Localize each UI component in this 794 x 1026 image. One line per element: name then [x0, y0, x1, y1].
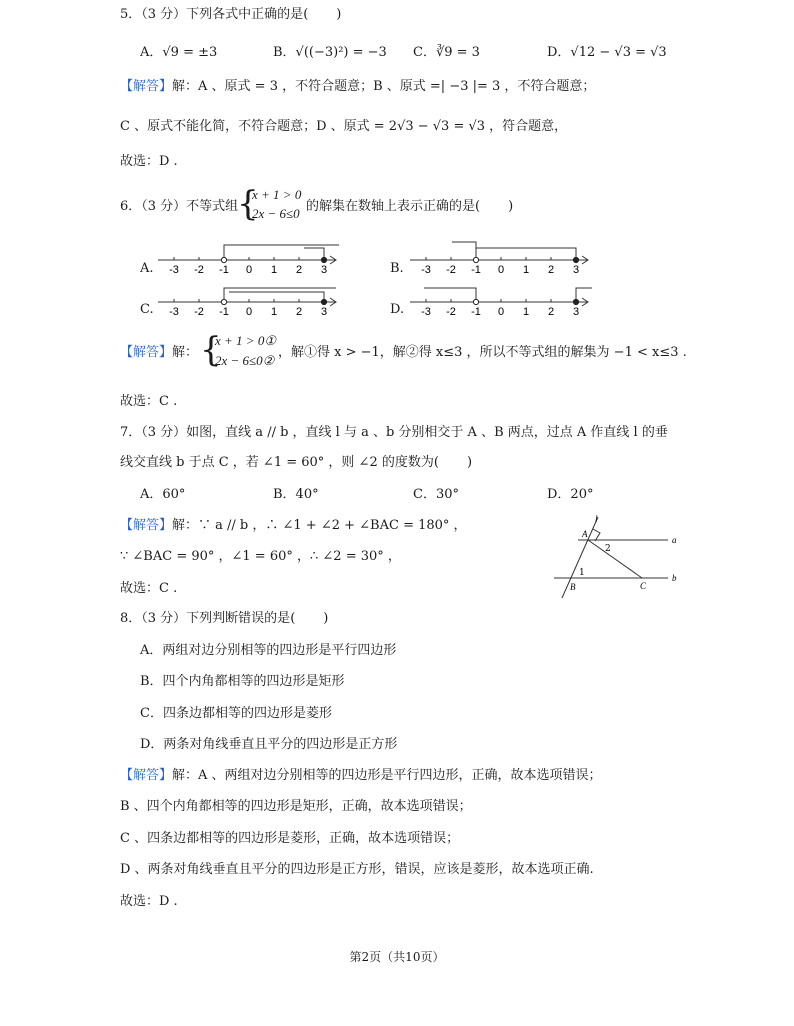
tick-label: 1	[270, 306, 278, 318]
q5-choice: 故选：D .	[120, 154, 178, 169]
answer-label: 【解答】	[120, 518, 173, 533]
q6-answer-prefix: 【解答】解：	[120, 345, 199, 360]
solution-bracket	[452, 242, 476, 259]
q7-option-d: D．20°	[547, 487, 594, 502]
label-point-c: C	[640, 581, 647, 591]
tick-label: 1	[270, 264, 278, 276]
tick-label: -2	[446, 264, 456, 276]
q6-option-a-label: A.	[140, 261, 154, 276]
solution-bracket	[304, 248, 324, 259]
open-endpoint	[221, 257, 226, 262]
q5-option-c: C．∛9 = 3	[413, 45, 480, 60]
q7-option-b: B．40°	[273, 487, 319, 502]
q6-choice: 故选：C .	[120, 394, 178, 409]
solution-bracket	[224, 245, 339, 259]
q7-option-c: C．30°	[413, 487, 459, 502]
open-endpoint	[221, 299, 226, 304]
tick-label: 0	[497, 264, 505, 276]
q8-answer-line2: B 、四个内角都相等的四边形是矩形，正确，故本选项错误；	[120, 799, 472, 814]
solution-bracket	[424, 288, 476, 301]
tick-label: -3	[421, 306, 431, 318]
tick-label: 0	[245, 306, 253, 318]
q5-option-a: A．√9 = ±3	[140, 45, 218, 60]
right-angle-mark	[593, 529, 600, 541]
tick-label: 3	[320, 306, 328, 318]
q8-option-d: D．两条对角线垂直且平分的四边形是正方形	[140, 737, 398, 752]
q6-answer-suffix: ，解①得 x > −1，解②得 x≤3 ，所以不等式组的解集为 −1 < x≤3 .	[278, 345, 687, 360]
label-b: b	[672, 573, 677, 583]
q7-answer-line1: 【解答】解：∵ a // b ，∴ ∠1 + ∠2 + ∠BAC = 180° ，	[120, 518, 467, 533]
q7-geometry-figure	[550, 512, 680, 604]
tick-label: 0	[245, 264, 253, 276]
label-point-a: A	[582, 529, 588, 539]
q6-answer-system-line1: x + 1 > 0①	[215, 333, 276, 348]
tick-label: -3	[169, 264, 179, 276]
tick-label: 1	[522, 264, 530, 276]
q5-answer-line1: 【解答】解：A 、原式 = 3 ，不符合题意；B 、原式 =| −3 |= 3 ，不符合题意；	[120, 79, 596, 94]
q5-answer-line2: C 、原式不能化简，不符合题意；D 、原式 = 2√3 − √3 = √3 ，符合题意，	[120, 119, 568, 134]
q7-answer-line2: ∵ ∠BAC = 90° ，∠1 = 60° ，∴ ∠2 = 30° ，	[120, 549, 401, 564]
open-endpoint	[473, 257, 478, 262]
q8-answer-line1: 【解答】解：A 、两组对边分别相等的四边形是平行四边形，正确，故本选项错误；	[120, 768, 602, 783]
q7-stem-line2: 线交直线 b 于点 C ，若 ∠1 = 60° ，则 ∠2 的度数为( )	[120, 455, 473, 470]
tick-label: 3	[320, 264, 328, 276]
tick-label: 2	[547, 264, 555, 276]
segment-ac	[588, 540, 642, 578]
q5-option-b: B．√((−3)²) = −3	[273, 45, 387, 60]
label-angle-2: 2	[605, 544, 611, 554]
q7-option-a: A．60°	[140, 487, 186, 502]
q6-option-b-label: B.	[390, 261, 404, 276]
tick-label: 3	[572, 306, 580, 318]
closed-endpoint	[321, 257, 326, 262]
tick-label: 2	[295, 264, 303, 276]
label-angle-1: 1	[579, 568, 585, 578]
line-l	[562, 517, 598, 598]
q6-answer-brace: {	[200, 330, 222, 370]
tick-label: -1	[219, 264, 229, 276]
q6-number-line-b	[410, 240, 600, 280]
tick-label: -2	[194, 264, 204, 276]
solution-bracket	[224, 288, 336, 301]
q7-stem-line1: 7．（3 分）如图，直线 a // b ，直线 l 与 a 、b 分别相交于 A 、B 两点，过点 A 作直线 l 的垂	[120, 425, 668, 440]
q8-answer-line4: D 、两条对角线垂直且平分的四边形是正方形，错误，应该是菱形，故本选项正确.	[120, 862, 594, 877]
tick-label: 0	[497, 306, 505, 318]
tick-label: 3	[572, 264, 580, 276]
tick-label: 2	[295, 306, 303, 318]
tick-label: 1	[522, 306, 530, 318]
q6-number-line-c	[158, 282, 348, 322]
q5-stem: 5．（3 分）下列各式中正确的是( )	[120, 7, 342, 22]
tick-label: -1	[471, 306, 481, 318]
closed-endpoint	[573, 257, 578, 262]
label-a: a	[672, 535, 677, 545]
label-l: l	[595, 514, 598, 524]
q8-option-a: A．两组对边分别相等的四边形是平行四边形	[140, 643, 397, 658]
q6-system-line1: x + 1 > 0	[252, 187, 302, 202]
label-point-b: B	[570, 582, 576, 592]
q6-number-line-a	[158, 240, 348, 280]
q6-answer-system-line2: 2x − 6≤0②	[215, 353, 275, 368]
q6-stem-suffix: 的解集在数轴上表示正确的是( )	[306, 199, 514, 214]
tick-label: -3	[421, 264, 431, 276]
q6-brace: {	[237, 184, 259, 224]
tick-label: -2	[194, 306, 204, 318]
tick-label: 2	[547, 306, 555, 318]
closed-endpoint	[321, 299, 326, 304]
tick-label: -2	[446, 306, 456, 318]
solution-bracket	[229, 292, 324, 301]
q6-number-line-d	[410, 282, 600, 322]
tick-label: -1	[471, 264, 481, 276]
q6-stem-prefix: 6．（3 分）不等式组	[120, 199, 239, 214]
q6-option-c-label: C.	[140, 302, 154, 317]
q7-choice: 故选：C .	[120, 581, 178, 596]
answer-label: 【解答】	[120, 79, 173, 94]
q8-choice: 故选：D .	[120, 894, 178, 909]
q8-option-c: C．四条边都相等的四边形是菱形	[140, 706, 332, 721]
q8-answer-line3: C 、四条边都相等的四边形是菱形，正确，故本选项错误；	[120, 831, 460, 846]
q8-option-b: B．四个内角都相等的四边形是矩形	[140, 674, 345, 689]
open-endpoint	[473, 299, 478, 304]
closed-endpoint	[573, 299, 578, 304]
q6-system-line2: 2x − 6≤0	[252, 206, 300, 221]
q5-option-d: D．√12 − √3 = √3	[547, 45, 667, 60]
tick-label: -3	[169, 306, 179, 318]
answer-label: 【解答】	[120, 345, 173, 360]
tick-label: -1	[219, 306, 229, 318]
answer-label: 【解答】	[120, 768, 173, 783]
q6-option-d-label: D.	[390, 302, 405, 317]
q8-stem: 8．（3 分）下列判断错误的是( )	[120, 611, 329, 626]
page-footer: 第2页（共10页）	[349, 950, 445, 964]
